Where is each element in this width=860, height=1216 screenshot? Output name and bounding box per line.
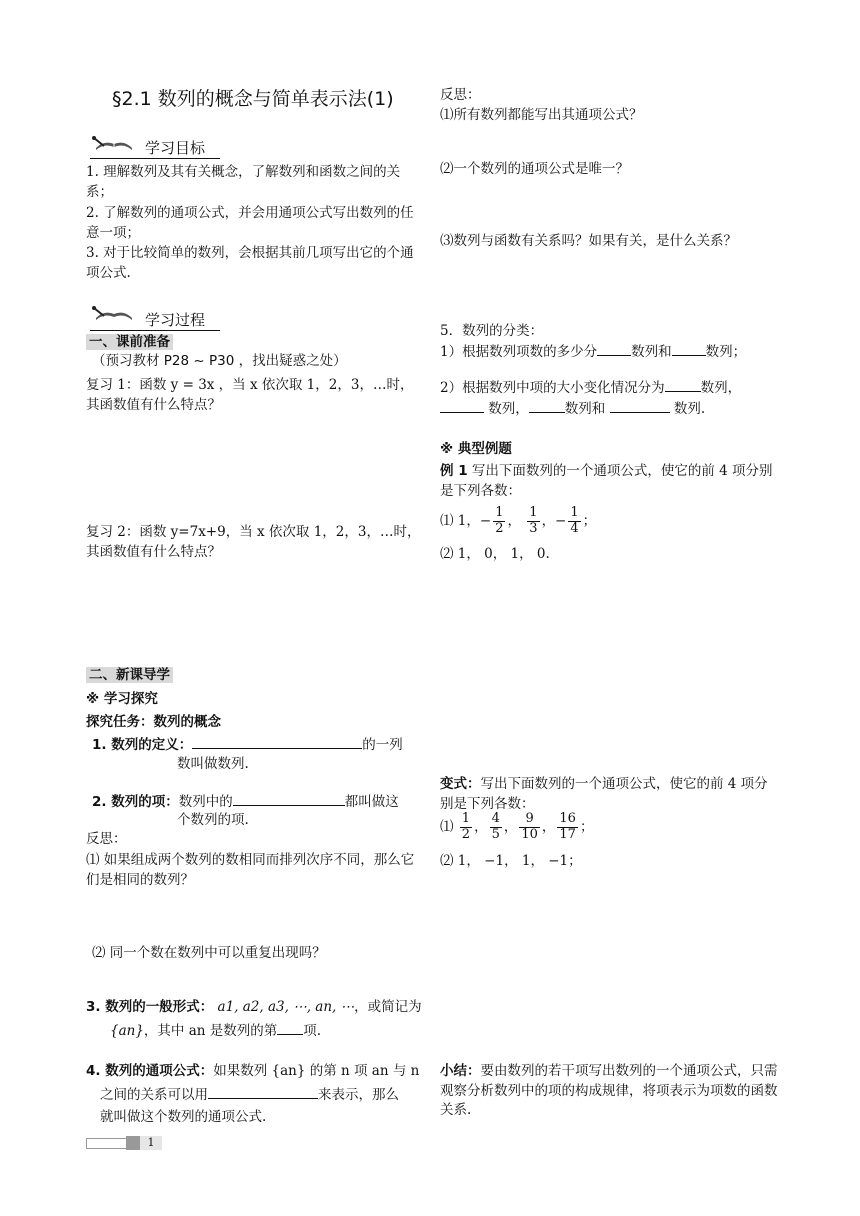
page-number: 1 — [140, 1136, 162, 1150]
reflect-question-1: ⑴所有数列都能写出其通项公式？ — [440, 107, 643, 123]
general-term-formula: 4. 数列的通项公式：如果数列 {an} 的第 n 项 an 与 n — [86, 1063, 420, 1079]
general-form-line2: {an}，其中 an 是数列的第 项. — [110, 1023, 322, 1039]
goals-heading: 学习目标 — [145, 139, 206, 157]
reflect-heading-left: 反思： — [86, 831, 127, 847]
classify-3: 数列， 数列和 数列. — [440, 399, 780, 420]
definition-2: 2. 数列的项：数列中的 都叫做这 — [92, 794, 399, 810]
review-1: 复习 1：函数 y = 3x ，当 x 依次取 1，2，3，…时，其函数值有什么特点？ — [86, 377, 414, 413]
variant: 变式：写出下面数列的一个通项公式，使它的前 4 项分别是下列各数： — [440, 776, 768, 812]
preview-note: （预习教材 P28 ~ P30 ，找出疑惑之处） — [92, 353, 347, 369]
example-1-part1: ⑴ 1，− $\frac{1}{2}$ ， $\frac{1}{3}$ ，− $\frac{1}{4}$ ； — [440, 505, 597, 536]
reflect-heading-right: 反思： — [440, 87, 481, 103]
explore-heading: ※ 学习探究 — [86, 691, 158, 707]
page-number-box — [86, 1136, 162, 1150]
variant-part1: ⑴ $\frac{1}{2}$ ， $\frac{4}{5}$ ， $\frac{9}{10}$ ， $\frac{16}{17}$ ； — [440, 811, 594, 842]
classify-heading: 5．数列的分类： — [440, 323, 544, 339]
example-1-part2: ⑵ 1， 0， 1， 0. — [440, 546, 550, 562]
definition-1: 1. 数列的定义： 的一列 — [92, 737, 403, 753]
summary: 小结：要由数列的若干项写出数列的一个通项公式，只需观察分析数列中的项的构成规律，将项表示为项数的函数关系. — [440, 1063, 778, 1119]
general-term-formula-line3: 就叫做这个数列的通项公式. — [100, 1109, 267, 1125]
example-1: 例 1 写出下面数列的一个通项公式，使它的前 4 项分别是下列各数： — [440, 463, 773, 499]
examples-heading: ※ 典型例题 — [440, 441, 512, 457]
classify-1: 1）根据数列项数的多少分 数列和 数列； — [440, 344, 747, 360]
book-pen-icon — [90, 130, 138, 154]
goals-underline — [90, 158, 220, 159]
review-2: 复习 2：函数 y=7x+9，当 x 依次取 1，2，3，…时，其函数值有什么特点？ — [86, 524, 421, 560]
section-two-heading: 二、新课导学 — [86, 666, 173, 686]
reflect-question-2: ⑵一个数列的通项公式是唯一？ — [440, 161, 629, 177]
general-term-formula-line2: 之间的关系可以用 来表示，那么 — [100, 1087, 399, 1103]
reflect-1: ⑴ 如果组成两个数列的数相同而排列次序不同，那么它们是相同的数列？ — [86, 852, 415, 888]
variant-part2: ⑵ 1， −1， 1， −1； — [440, 853, 582, 869]
process-heading: 学习过程 — [145, 311, 206, 329]
definition-2-line2: 个数列的项. — [177, 812, 249, 828]
goal-item-3: 3. 对于比较简单的数列，会根据其前几项写出它的个通项公式. — [86, 245, 414, 281]
reflect-2: ⑵ 同一个数在数列中可以重复出现吗？ — [92, 945, 326, 961]
process-underline — [90, 330, 220, 331]
goal-item-2: 2. 了解数列的通项公式，并会用通项公式写出数列的任意一项； — [86, 205, 414, 241]
book-pen-icon — [90, 300, 138, 324]
goal-item-1: 1. 理解数列及其有关概念，了解数列和函数之间的关系； — [86, 164, 401, 200]
definition-1-line2: 数叫做数列. — [177, 756, 249, 772]
task-heading: 探究任务：数列的概念 — [86, 714, 221, 730]
classify-2: 2）根据数列中项的大小变化情况分为 数列， — [440, 380, 742, 396]
reflect-question-3: ⑶数列与函数有关系吗？如果有关，是什么关系？ — [440, 233, 737, 249]
general-form: 3. 数列的一般形式： a1, a2, a3, ⋯, an, ⋯，或简记为 — [86, 999, 422, 1015]
section-one-heading: 一、课前准备 — [86, 333, 173, 353]
page-title: §2.1 数列的概念与简单表示法(1) — [112, 88, 394, 110]
